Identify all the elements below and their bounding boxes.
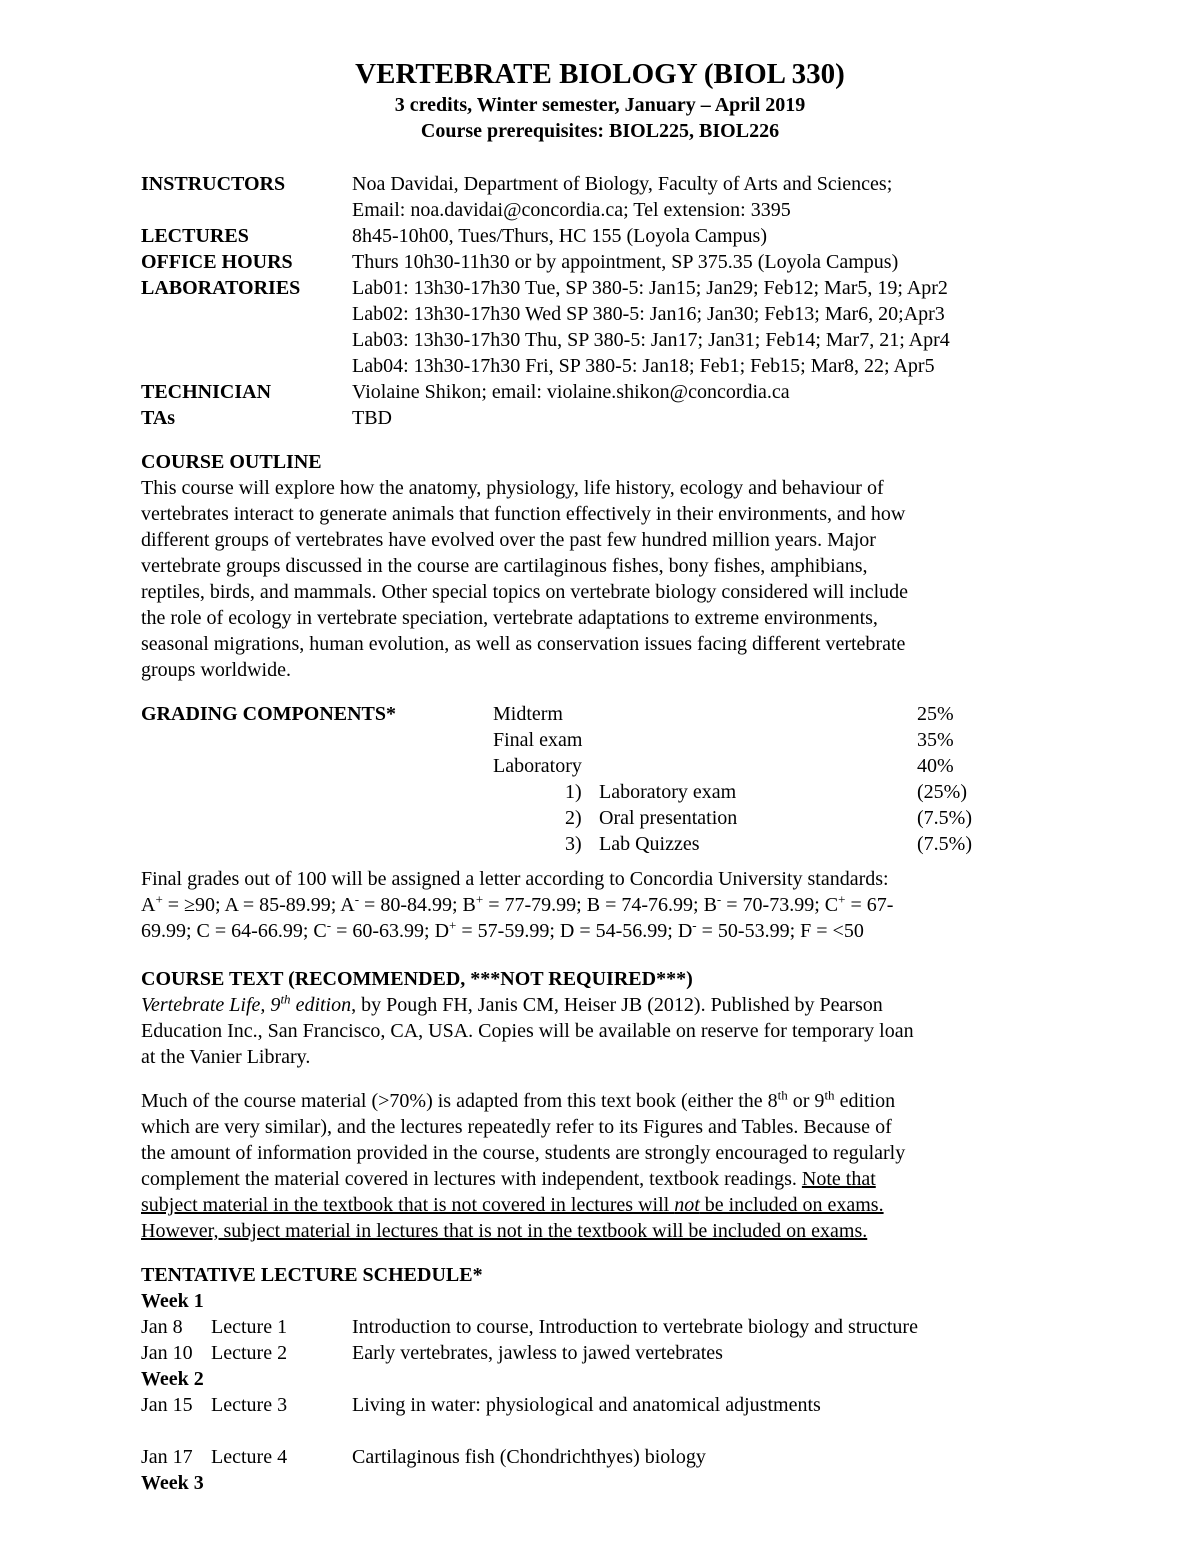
info-label-laboratories: LABORATORIES [141, 277, 301, 299]
grading-subitem-name: Laboratory exam [599, 781, 737, 803]
book-title [141, 991, 352, 1016]
grading-subitem-number: 3) [565, 833, 582, 855]
grade-range: = 70-73.99; [721, 894, 825, 916]
book-citation-text: , by Pough FH, Janis CM, Heiser JB (2012). Published by Pearson [351, 994, 883, 1016]
textbook-note-line: which are very similar), and the lectures repeatedly refer to its Figures and Tables. Because of [141, 1116, 892, 1138]
underlined-note: Note that [801, 1168, 876, 1190]
schedule-date: Jan 8 [141, 1316, 183, 1338]
grade-letter: C [824, 894, 839, 916]
underlined-note: subject material in the textbook that is not covered in lectures will [141, 1194, 675, 1216]
underlined-note: be included on exams. [699, 1194, 884, 1216]
grade-range: F = <50 [800, 920, 864, 942]
edition-superscript: th [824, 1087, 835, 1103]
grade-range: D = 54-56.99; [559, 920, 678, 942]
emphasis-text: not [674, 1194, 700, 1216]
grade-range: = 60-63.99; [331, 920, 435, 942]
grading-item-name: Midterm [493, 703, 563, 725]
grading-subitem-value: (7.5%) [917, 833, 972, 855]
grade-range: = ≥90; [162, 894, 225, 916]
grade-modifier: - [716, 891, 722, 907]
textbook-note-text: or 9 [787, 1090, 825, 1112]
outline-heading: COURSE OUTLINE [141, 451, 322, 473]
schedule-heading: TENTATIVE LECTURE SCHEDULE* [141, 1264, 483, 1286]
course-subtitle: 3 credits, Winter semester, January – April 2019 [394, 94, 806, 116]
info-label-tas: TAs [141, 407, 176, 429]
letter-grade-intro: Final grades out of 100 will be assigned a letter according to Concordia University standards: [141, 868, 889, 890]
grade-modifier: + [838, 891, 846, 907]
outline-line: seasonal migrations, human evolution, as well as conservation issues facing different vertebrate [141, 633, 906, 655]
grade-letter: A [340, 894, 355, 916]
info-label-instructors: INSTRUCTORS [141, 173, 286, 195]
grade-letter: B [703, 894, 717, 916]
course-title: VERTEBRATE BIOLOGY (BIOL 330) [355, 58, 845, 90]
schedule-topic: Cartilaginous fish (Chondrichthyes) biology [352, 1446, 706, 1468]
grade-letter: B [462, 894, 476, 916]
info-value-lab03: Lab03: 13h30-17h30 Thu, SP 380-5: Jan17; Jan31; Feb14; Mar7, 21; Apr4 [352, 329, 950, 351]
book-title-text: Vertebrate Life, 9 [141, 994, 281, 1016]
info-value-lab01: Lab01: 13h30-17h30 Tue, SP 380-5: Jan15; Jan29; Feb12; Mar5, 19; Apr2 [352, 277, 948, 299]
grading-item-name: Final exam [493, 729, 583, 751]
outline-line: the role of ecology in vertebrate speciation, vertebrate adaptations to extreme environments, [141, 607, 878, 629]
grade-modifier: + [475, 891, 484, 907]
schedule-lecture-number: Lecture 1 [211, 1316, 288, 1338]
grade-range: = 50-53.99; [696, 920, 801, 942]
info-value-instructors-1: Noa Davidai, Department of Biology, Faculty of Arts and Sciences; [352, 173, 893, 195]
grade-modifier: - [326, 917, 332, 933]
textbook-note-line [141, 1192, 884, 1218]
grade-range: = 57-59.99; [456, 920, 560, 942]
info-label-technician: TECHNICIAN [141, 381, 272, 403]
edition-superscript: th [280, 991, 291, 1007]
grading-item-value: 40% [917, 755, 954, 777]
grading-subitem-value: (7.5%) [917, 807, 972, 829]
course-text-heading: COURSE TEXT (RECOMMENDED, ***NOT REQUIRED***) [141, 968, 693, 990]
textbook-note-line: the amount of information provided in the course, students are strongly encouraged to regularly [141, 1142, 906, 1164]
book-citation-line-1 [141, 992, 883, 1018]
book-citation-line-2: Education Inc., San Francisco, CA, USA. Copies will be available on reserve for temporary loan [141, 1020, 914, 1042]
outline-line: reptiles, birds, and mammals. Other special topics on vertebrate biology considered will include [141, 581, 909, 603]
outline-line: groups worldwide. [141, 659, 291, 681]
grade-letter: C [313, 920, 327, 942]
grade-range: = 80-84.99; [359, 894, 463, 916]
grade-range: = 77-79.99; [483, 894, 587, 916]
book-title-end: edition [290, 994, 352, 1016]
info-value-office-hours: Thurs 10h30-11h30 or by appointment, SP 375.35 (Loyola Campus) [352, 251, 899, 273]
info-value-lab04: Lab04: 13h30-17h30 Fri, SP 380-5: Jan18; Feb1; Feb15; Mar8, 22; Apr5 [352, 355, 935, 377]
grade-range: A = 85-89.99; [224, 894, 341, 916]
grade-range: 69.99; C = 64-66.99; [141, 920, 314, 942]
letter-grade-scale-line-1 [141, 892, 893, 918]
grade-range: = 67- [845, 894, 894, 916]
grading-subitem-value: (25%) [917, 781, 967, 803]
letter-grade-scale-line-2 [141, 918, 864, 944]
outline-line: This course will explore how the anatomy, physiology, life history, ecology and behaviour of [141, 477, 884, 499]
grade-letter: D [434, 920, 450, 942]
grade-modifier: - [692, 917, 697, 933]
grading-subitem-name: Lab Quizzes [599, 833, 700, 855]
grading-item-value: 35% [917, 729, 954, 751]
textbook-note-text: edition [834, 1090, 896, 1112]
grade-range: B = 74-76.99; [586, 894, 704, 916]
textbook-note-line [141, 1166, 876, 1192]
textbook-note-line [141, 1088, 895, 1114]
grade-letter: D [677, 920, 693, 942]
grade-modifier: + [155, 891, 163, 907]
info-value-lectures: 8h45-10h00, Tues/Thurs, HC 155 (Loyola Campus) [352, 225, 767, 247]
info-value-lab02: Lab02: 13h30-17h30 Wed SP 380-5: Jan16; Jan30; Feb13; Mar6, 20;Apr3 [352, 303, 945, 325]
schedule-topic: Introduction to course, Introduction to vertebrate biology and structure [352, 1316, 918, 1338]
info-value-tas: TBD [352, 407, 392, 429]
outline-line: vertebrate groups discussed in the course are cartilaginous fishes, bony fishes, amphibians, [141, 555, 868, 577]
schedule-week-label: Week 2 [141, 1368, 204, 1390]
schedule-week-label: Week 3 [141, 1472, 204, 1494]
schedule-date: Jan 10 [141, 1342, 193, 1364]
grading-subitem-number: 2) [565, 807, 582, 829]
schedule-lecture-number: Lecture 3 [211, 1394, 288, 1416]
outline-line: different groups of vertebrates have evolved over the past few hundred million years. Major [141, 529, 876, 551]
info-value-instructors-2: Email: noa.davidai@concordia.ca; Tel extension: 3395 [352, 199, 791, 221]
book-citation-line-3: at the Vanier Library. [141, 1046, 311, 1068]
schedule-lecture-number: Lecture 4 [211, 1446, 288, 1468]
info-value-technician: Violaine Shikon; email: violaine.shikon@concordia.ca [352, 381, 790, 403]
edition-superscript: th [777, 1087, 788, 1103]
grading-item-name: Laboratory [493, 755, 582, 777]
textbook-note-line: However, subject material in lectures that is not in the textbook will be included on exams. [141, 1220, 868, 1242]
schedule-week-label: Week 1 [141, 1290, 204, 1312]
info-label-lectures: LECTURES [141, 225, 249, 247]
schedule-date: Jan 17 [141, 1446, 193, 1468]
grading-item-value: 25% [917, 703, 954, 725]
grade-modifier: - [354, 891, 360, 907]
info-label-office-hours: OFFICE HOURS [141, 251, 293, 273]
grading-heading: GRADING COMPONENTS* [141, 703, 397, 725]
schedule-lecture-number: Lecture 2 [211, 1342, 288, 1364]
grading-subitem-number: 1) [565, 781, 582, 803]
grading-subitem-name: Oral presentation [599, 807, 738, 829]
schedule-topic: Living in water: physiological and anatomical adjustments [352, 1394, 821, 1416]
grade-letter: A [141, 894, 156, 916]
textbook-note-text: complement the material covered in lectures with independent, textbook readings. [141, 1168, 802, 1190]
schedule-topic: Early vertebrates, jawless to jawed vertebrates [352, 1342, 723, 1364]
outline-line: vertebrates interact to generate animals that function effectively in their environments, and how [141, 503, 906, 525]
grade-modifier: + [449, 917, 457, 933]
outline-paragraph [141, 475, 1066, 683]
schedule-date: Jan 15 [141, 1394, 193, 1416]
textbook-note-text: Much of the course material (>70%) is adapted from this text book (either the 8 [141, 1090, 778, 1112]
course-prerequisites: Course prerequisites: BIOL225, BIOL226 [420, 120, 780, 142]
